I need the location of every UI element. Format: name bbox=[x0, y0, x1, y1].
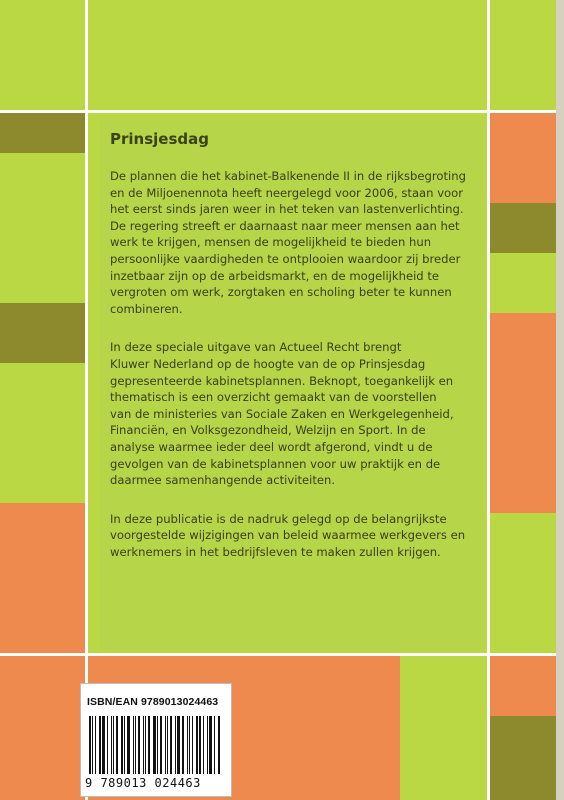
color-block bbox=[490, 203, 564, 253]
barcode-stripe bbox=[187, 716, 188, 774]
barcode-stripe bbox=[148, 716, 150, 774]
barcode-stripe bbox=[113, 716, 114, 774]
barcode-stripe bbox=[199, 716, 201, 774]
barcode-stripe bbox=[189, 716, 190, 774]
color-block bbox=[0, 153, 85, 303]
barcode-stripe bbox=[207, 716, 208, 774]
barcode-stripe bbox=[95, 716, 96, 774]
barcode-stripe bbox=[192, 716, 193, 774]
barcode-stripe bbox=[196, 716, 198, 774]
barcode-bars bbox=[89, 716, 225, 774]
color-block bbox=[490, 656, 564, 716]
color-block bbox=[0, 113, 85, 153]
barcode-stripe bbox=[145, 716, 146, 774]
blurb-paragraph: In deze speciale uitgave van Actueel Recht brengt Kluwer Nederland op de hoogte van de op Prinsjesdag gepresenteerde kabinetsplannen. Beknopt, toegankelijk en thematisch is een overzicht gemaakt van de voorstellen van de ministeries van Sociale Zaken en Werkgelegenheid, Financiën, en Volksgezondheid, Welzijn en Sport. In de analyse waarmee ieder deel wordt afgerond, vindt u de gevolgen van de kabinetsplannen voor uw praktijk en de daarmee samenhangende activiteiten. bbox=[110, 340, 454, 488]
color-block bbox=[490, 113, 564, 203]
page-title: Prinsjesdag bbox=[110, 130, 209, 148]
barcode-stripe bbox=[124, 716, 125, 774]
barcode-stripe bbox=[92, 716, 93, 774]
barcode-stripe bbox=[218, 716, 220, 774]
barcode-stripe bbox=[203, 716, 204, 774]
barcode-stripe bbox=[138, 716, 140, 774]
color-block bbox=[88, 0, 487, 110]
color-block bbox=[490, 716, 564, 800]
page-edge bbox=[556, 0, 564, 800]
barcode-stripe bbox=[175, 716, 176, 774]
color-block bbox=[0, 0, 85, 110]
barcode-stripe bbox=[116, 716, 118, 774]
color-block bbox=[490, 513, 564, 653]
barcode-sticker bbox=[80, 683, 232, 797]
barcode-stripe bbox=[214, 716, 215, 774]
color-block bbox=[490, 0, 564, 110]
blurb-paragraph: In deze publicatie is de nadruk gelegd op de belangrijkste voorgestelde wijzigingen van beleid waarmee werkgevers en werknemers in het bedrijfsleven te maken zullen krijgen. bbox=[110, 511, 466, 559]
barcode-stripe bbox=[135, 716, 136, 774]
color-block bbox=[0, 503, 85, 653]
barcode-stripe bbox=[165, 716, 166, 774]
blurb bbox=[110, 168, 482, 582]
color-block bbox=[490, 313, 564, 513]
barcode-stripe bbox=[121, 716, 123, 774]
barcode-stripe bbox=[111, 716, 112, 774]
grid-line bbox=[85, 0, 88, 800]
barcode-stripe bbox=[107, 716, 108, 774]
barcode-stripe bbox=[127, 716, 130, 774]
barcode-stripe bbox=[153, 716, 156, 774]
barcode-stripe bbox=[143, 716, 144, 774]
grid-line bbox=[0, 110, 564, 113]
color-block bbox=[490, 253, 564, 313]
barcode-stripe bbox=[177, 716, 180, 774]
grid-line bbox=[0, 653, 564, 656]
barcode-stripe bbox=[89, 716, 91, 774]
barcode-stripe bbox=[102, 716, 105, 774]
barcode-stripe bbox=[209, 716, 212, 774]
barcode-digits: 9 789013 024463 bbox=[85, 776, 201, 790]
barcode-stripe bbox=[170, 716, 172, 774]
color-block bbox=[0, 303, 85, 363]
barcode-stripe bbox=[157, 716, 158, 774]
grid-line bbox=[487, 0, 490, 800]
barcode-stripe bbox=[182, 716, 184, 774]
color-block bbox=[400, 656, 487, 800]
blurb-paragraph: De plannen die het kabinet-Balkenende II in de rijksbegroting en de Miljoenennota heeft neergelegd voor 2006, staan voor het eerst sinds jaren weer in het teken van lastenverlichting. De regering streeft er daarnaast naar meer mensen aan het werk te krijgen, mensen de mogelijkheid te bieden hun persoonlijke vaardigheden te ontplooien waardoor zij breder inzetbaar zijn op de arbeidsmarkt, en de mogelijkheid te vergroten om werk, zorgtaken en scholing beter te kunnen combineren. bbox=[110, 169, 466, 316]
isbn-label: ISBN/EAN 9789013024463 bbox=[87, 696, 219, 708]
color-block bbox=[0, 363, 85, 503]
barcode-stripe bbox=[133, 716, 134, 774]
barcode-stripe bbox=[160, 716, 162, 774]
color-block bbox=[0, 656, 85, 800]
barcode-stripe bbox=[167, 716, 168, 774]
barcode-stripe bbox=[99, 716, 101, 774]
